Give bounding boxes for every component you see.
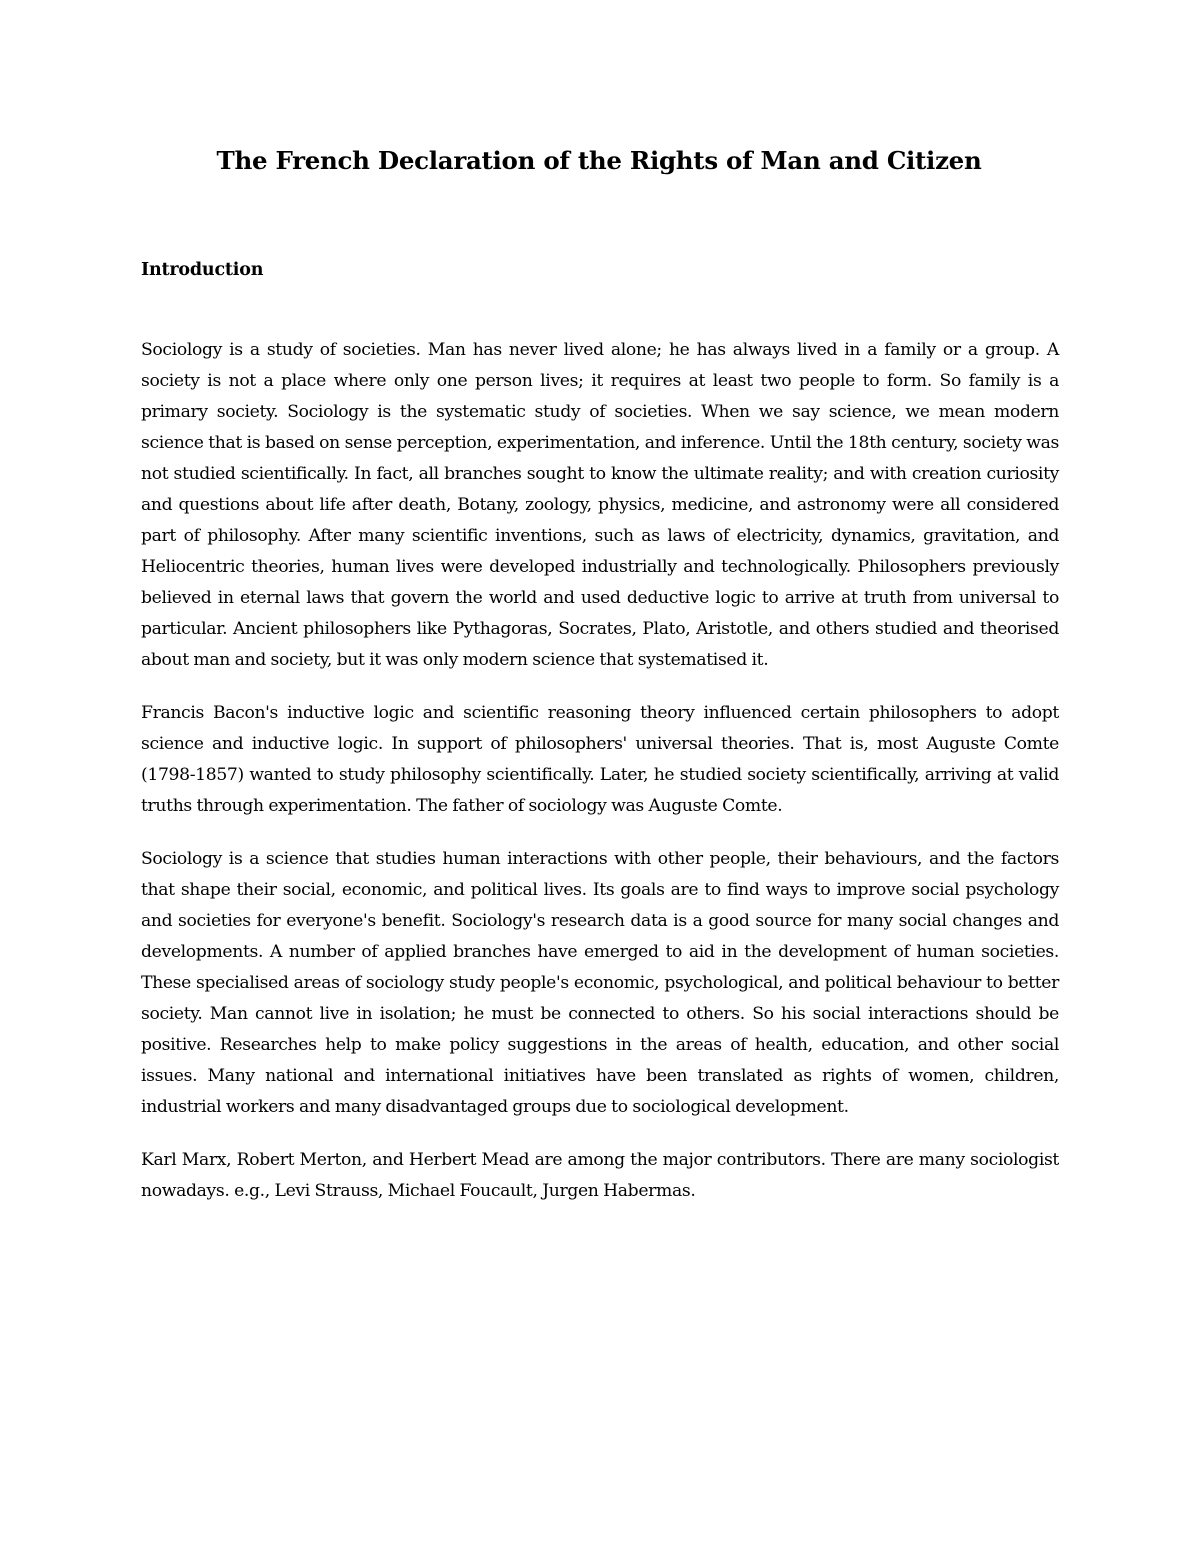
paragraph-sociology-definition: Sociology is a study of societies. Man has never lived alone; he has always lived in a family or a group. A society is not a place where only one person lives; it requires at least two people to form. So family is a primary society. Sociology is the systematic study of societies. When we say science, we mean modern science that is based on sense perception, experimentation, and inference. Until the 18th century, society was not studied scientifically. In fact, all branches sought to know the ultimate reality; and with creation curiosity and questions about life after death, Botany, zoology, physics, medicine, and astronomy were all considered part of philosophy. After many scientific inventions, such as laws of electricity, dynamics, gravitation, and Heliocentric theories, human lives were developed industrially and technologically. Philosophers previously believed in eternal laws that govern the world and used deductive logic to arrive at truth from universal to particular. Ancient philosophers like Pythagoras, Socrates, Plato, Aristotle, and others studied and theorised about man and society, but it was only modern science that systematised it. [141, 340, 1059, 670]
paragraph-sociology-science: Sociology is a science that studies human interactions with other people, their behaviours, and the factors that shape their social, economic, and political lives. Its goals are to find ways to improve social psychology and societies for everyone's benefit. Sociology's research data is a good source for many social changes and developments. A number of applied branches have emerged to aid in the development of human societies. These specialised areas of sociology study people's economic, psychological, and political behaviour to better society. Man cannot live in isolation; he must be connected to others. So his social interactions should be positive. Researches help to make policy suggestions in the areas of health, education, and other social issues. Many national and international initiatives have been translated as rights of women, children, industrial workers and many disadvantaged groups due to sociological development. [141, 849, 1059, 1117]
paragraph-bacon-comte: Francis Bacon's inductive logic and scientific reasoning theory influenced certain philosophers to adopt science and inductive logic. In support of philosophers' universal theories. That is, most Auguste Comte (1798-1857) wanted to study philosophy scientifically. Later, he studied society scientifically, arriving at valid truths through experimentation. The father of sociology was Auguste Comte. [141, 703, 1059, 816]
paragraph-contributors: Karl Marx, Robert Merton, and Herbert Mead are among the major contributors. There are many sociologist nowadays. e.g., Levi Strauss, Michael Foucault, Jurgen Habermas. [141, 1150, 1059, 1201]
document-body [141, 335, 1059, 1207]
document-title: The French Declaration of the Rights of Man and Citizen [216, 146, 982, 175]
section-heading-introduction: Introduction [141, 260, 264, 280]
